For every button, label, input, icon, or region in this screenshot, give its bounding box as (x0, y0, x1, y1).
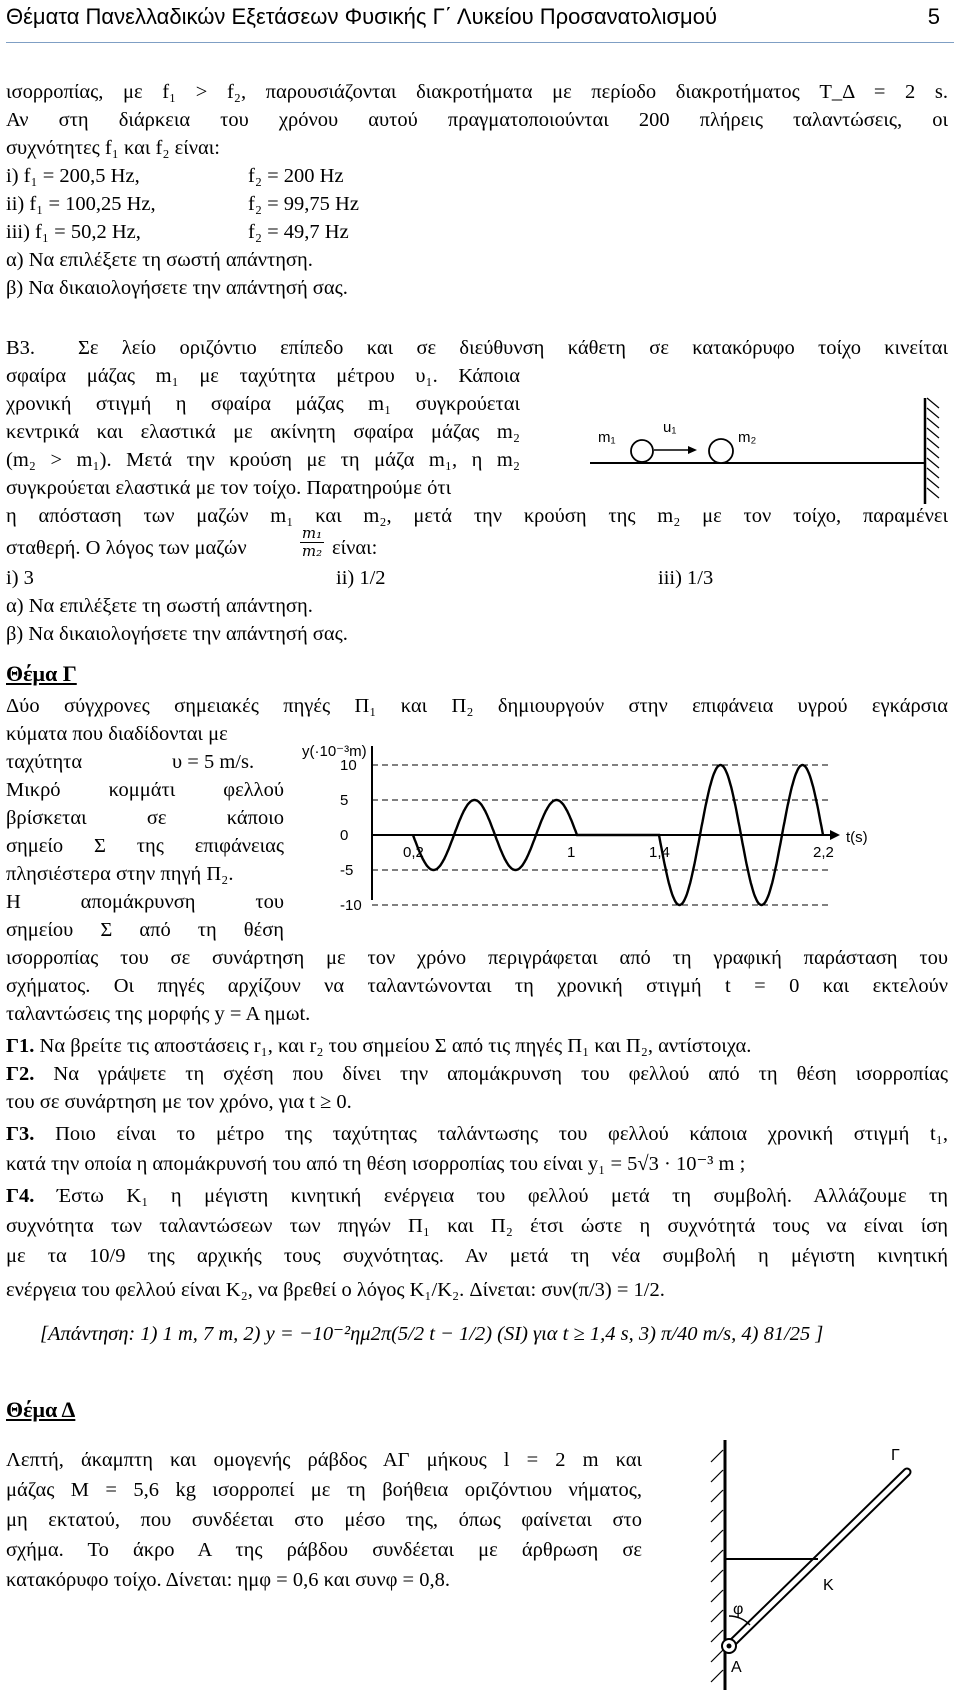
displacement-time-graph (300, 740, 900, 940)
b2-line-3: συχνότητες f₁ και f₂ είναι: (6, 137, 220, 159)
g-line-8: Η απομάκρυνση του (6, 891, 284, 913)
x-tick-label: 0,2 (403, 844, 424, 861)
g-line-7: πλησιέστερα στην πηγή Π₂. (6, 863, 234, 885)
b3-line-2: σφαίρα μάζας m₁ με ταχύτητα μέτρου υ₁. Κάποια (6, 365, 520, 387)
g-answer: [Απάντηση: 1) 1 m, 7 m, 2) y = −10⁻²ημ2π(5/2 t − 1/2) (SI) για t ≥ 1,4 s, 3) π/40 m/s, 4) 81/25 ] (40, 1323, 824, 1345)
b2-part-a: α) Να επιλέξετε τη σωστή απάντηση. (6, 249, 313, 271)
y-tick-label: 5 (340, 792, 349, 809)
g-line-1: Δύο σύγχρονες σημειακές πηγές Π₁ και Π₂ δημιουργούν στην επιφάνεια υγρού εγκάρσια (6, 695, 948, 717)
header-title: Θέματα Πανελλαδικών Εξετάσεων Φυσικής Γ΄ Λυκείου Προσανατολισμού (6, 4, 717, 29)
g-line-11: σχήματος. Οι πηγές αρχίζουν να ταλαντώνονται τη χρονική στιγμή t = 0 και εκτελούν (6, 975, 948, 997)
fraction-numerator: m₁ (301, 524, 323, 542)
b3-option-2: ii) 1/2 (336, 567, 386, 589)
page-number: 5 (927, 4, 940, 29)
x-tick-label: 1,4 (649, 844, 670, 861)
x-axis-arrow (830, 830, 840, 840)
y-axis-label: y(·10⁻³m) (302, 743, 367, 760)
b2-line-2: Αν στη διάρκεια του χρόνου αυτού πραγματοποιούνται 200 πλήρεις ταλαντώσεις, οι (6, 109, 948, 131)
label-gamma: Γ (891, 1447, 900, 1464)
d-line-1: Λεπτή, άκαμπτη και ομογενής ράβδος ΑΓ μήκους l = 2 m και (6, 1449, 642, 1471)
label-phi: φ (733, 1601, 744, 1618)
sphere-m2 (709, 439, 733, 463)
rod-figure (695, 1440, 935, 1690)
g3-text-b: κατά την οποία η απομάκρυνσή του από τη θέση ισορροπίας του είναι y₁ = 5√3 · 10⁻³ m ; (6, 1153, 746, 1175)
g4-text-d: ενέργεια του φελλού είναι K₂, να βρεθεί ο λόγος K₁/K₂. Δίνεται: συν(π/3) = 1/2. (6, 1279, 665, 1301)
label-a: Α (731, 1659, 742, 1676)
g3-text-a: Γ3. Ποιο είναι το μέτρο της ταχύτητας ταλάντωσης του φελλού κάποια χρονική στιγμή t₁, (6, 1123, 948, 1145)
label-u1: u₁ (663, 419, 677, 436)
collision-figure (590, 392, 960, 508)
label-k: Κ (823, 1577, 834, 1594)
g-line-9: σημείου Σ από τη θέση (6, 919, 284, 941)
b3-part-b: β) Να δικαιολογήσετε την απάντησή σας. (6, 623, 348, 645)
b3-line-6: συγκρούεται ελαστικά με τον τοίχο. Παρατηρούμε ότι (6, 477, 452, 499)
b3-line-4: κεντρικά και ελαστικά με ακίνητη σφαίρα μάζας m₂ (6, 421, 520, 443)
g-line-3b: υ = 5 m/s. (172, 751, 255, 773)
d-line-5: κατακόρυφο τοίχο. Δίνεται: ημφ = 0,6 και συνφ = 0,8. (6, 1569, 450, 1591)
d-line-2: μάζας M = 5,6 kg ισορροπεί με τη βοήθεια οριζόντιου νήματος, (6, 1479, 642, 1501)
g4-text-a: Γ4. Έστω K₁ η μέγιστη κινητική ενέργεια του φελλού μετά τη συμβολή. Αλλάζουμε τη (6, 1185, 949, 1207)
x-tick-label: 1 (567, 844, 576, 861)
thema-d-title: Θέμα Δ (6, 1397, 76, 1422)
y-tick-label: 0 (340, 827, 349, 844)
y-tick-label: -5 (340, 862, 354, 879)
b3-part-a: α) Να επιλέξετε τη σωστή απάντηση. (6, 595, 313, 617)
b2-option-2b: f₂ = 99,75 Hz (248, 193, 359, 215)
g-line-10: ισορροπίας του σε συνάρτηση με τον χρόνο περιγράφεται από τη γραφική παράσταση του (6, 947, 948, 969)
g1-text: Γ1. Να βρείτε τις αποστάσεις r₁, και r₂ του σημείου Σ από τις πηγές Π₁ και Π₂, αντίστοιχα. (6, 1035, 752, 1057)
g-line-5: βρίσκεται σε κάποιο (6, 807, 285, 829)
fraction-denominator: m₂ (301, 542, 323, 560)
b2-option-1a: i) f₁ = 200,5 Hz, (6, 165, 140, 187)
b3-option-1: i) 3 (6, 567, 34, 589)
g-line-6: σημείο Σ της επιφάνειας (6, 835, 284, 857)
wall-hatching (927, 398, 939, 498)
d-line-3: μη εκτατού, που συνδέεται στο μέσο της, όπως φαίνεται στο (6, 1509, 642, 1531)
velocity-arrowhead (688, 446, 697, 454)
b3-label: Β3. (6, 337, 36, 359)
g4-text-c: με τα 10/9 της αρχικής τους συχνότητας. Αν μετά τη νέα συμβολή η μέγιστη κινητική (6, 1245, 948, 1267)
g-line-12: ταλαντώσεις της μορφής y = A ημωt. (6, 1003, 311, 1025)
hinge-pin (727, 1644, 732, 1649)
g-line-3a: ταχύτητα (6, 751, 83, 773)
g2-text-b: του σε συνάρτηση με τον χρόνο, για t ≥ 0. (6, 1091, 352, 1113)
b3-line-3: χρονική στιγμή η σφαίρα μάζας m₁ συγκρούεται (6, 393, 520, 415)
mass-ratio-fraction (300, 525, 324, 560)
d-line-4: σχήμα. Το άκρο Α της ράβδου συνδέεται με άρθρωση σε (6, 1539, 642, 1561)
y-tick-label: -10 (340, 897, 362, 914)
b3-line-5: (m₂ > m₁). Μετά την κρούση με τη μάζα m₁, η m₂ (6, 449, 520, 471)
g4-text-b: συχνότητα των ταλαντώσεων των πηγών Π₁ και Π₂ έτσι ώστε η συχνότητά τους να είναι ίση (6, 1215, 948, 1237)
sphere-m1 (631, 440, 653, 462)
b3-line-8b: είναι: (332, 537, 378, 559)
b2-option-2a: ii) f₁ = 100,25 Hz, (6, 193, 156, 215)
b2-option-3a: iii) f₁ = 50,2 Hz, (6, 221, 141, 243)
b2-part-b: β) Να δικαιολογήσετε την απάντησή σας. (6, 277, 348, 299)
x-axis-label: t(s) (846, 829, 868, 846)
label-m1: m₁ (598, 429, 616, 446)
b3-option-3: iii) 1/3 (658, 567, 714, 589)
x-tick-label: 2,2 (813, 844, 834, 861)
page-header (6, 2, 954, 43)
b3-line-1: Σε λείο οριζόντιο επίπεδο και σε διεύθυνση κάθετη σε κατακόρυφο τοίχο κινείται (78, 337, 948, 359)
thema-g-title: Θέμα Γ (6, 661, 77, 686)
b2-line-1: ισορροπίας, με f₁ > f₂, παρουσιάζονται διακροτήματα με περίοδο διακροτήματος T_Δ = 2 s. (6, 81, 948, 103)
b3-line-7: η απόσταση των μαζών m₁ και m₂, μετά την κρούση της m₂ με τον τοίχο, παραμένει (6, 505, 948, 527)
g-line-2: κύματα που διαδίδονται με (6, 723, 228, 745)
g2-text-a: Γ2. Να γράψετε τη σχέση που δίνει την απομάκρυνση του φελλού από τη θέση ισορροπίας (6, 1063, 948, 1085)
g-line-4: Μικρό κομμάτι φελλού (6, 779, 284, 801)
b3-line-8a: σταθερή. Ο λόγος των μαζών (6, 537, 247, 559)
b2-option-3b: f₂ = 49,7 Hz (248, 221, 349, 243)
y-tick-label: 10 (340, 757, 357, 774)
b2-option-1b: f₂ = 200 Hz (248, 165, 344, 187)
label-m2: m₂ (738, 429, 757, 446)
